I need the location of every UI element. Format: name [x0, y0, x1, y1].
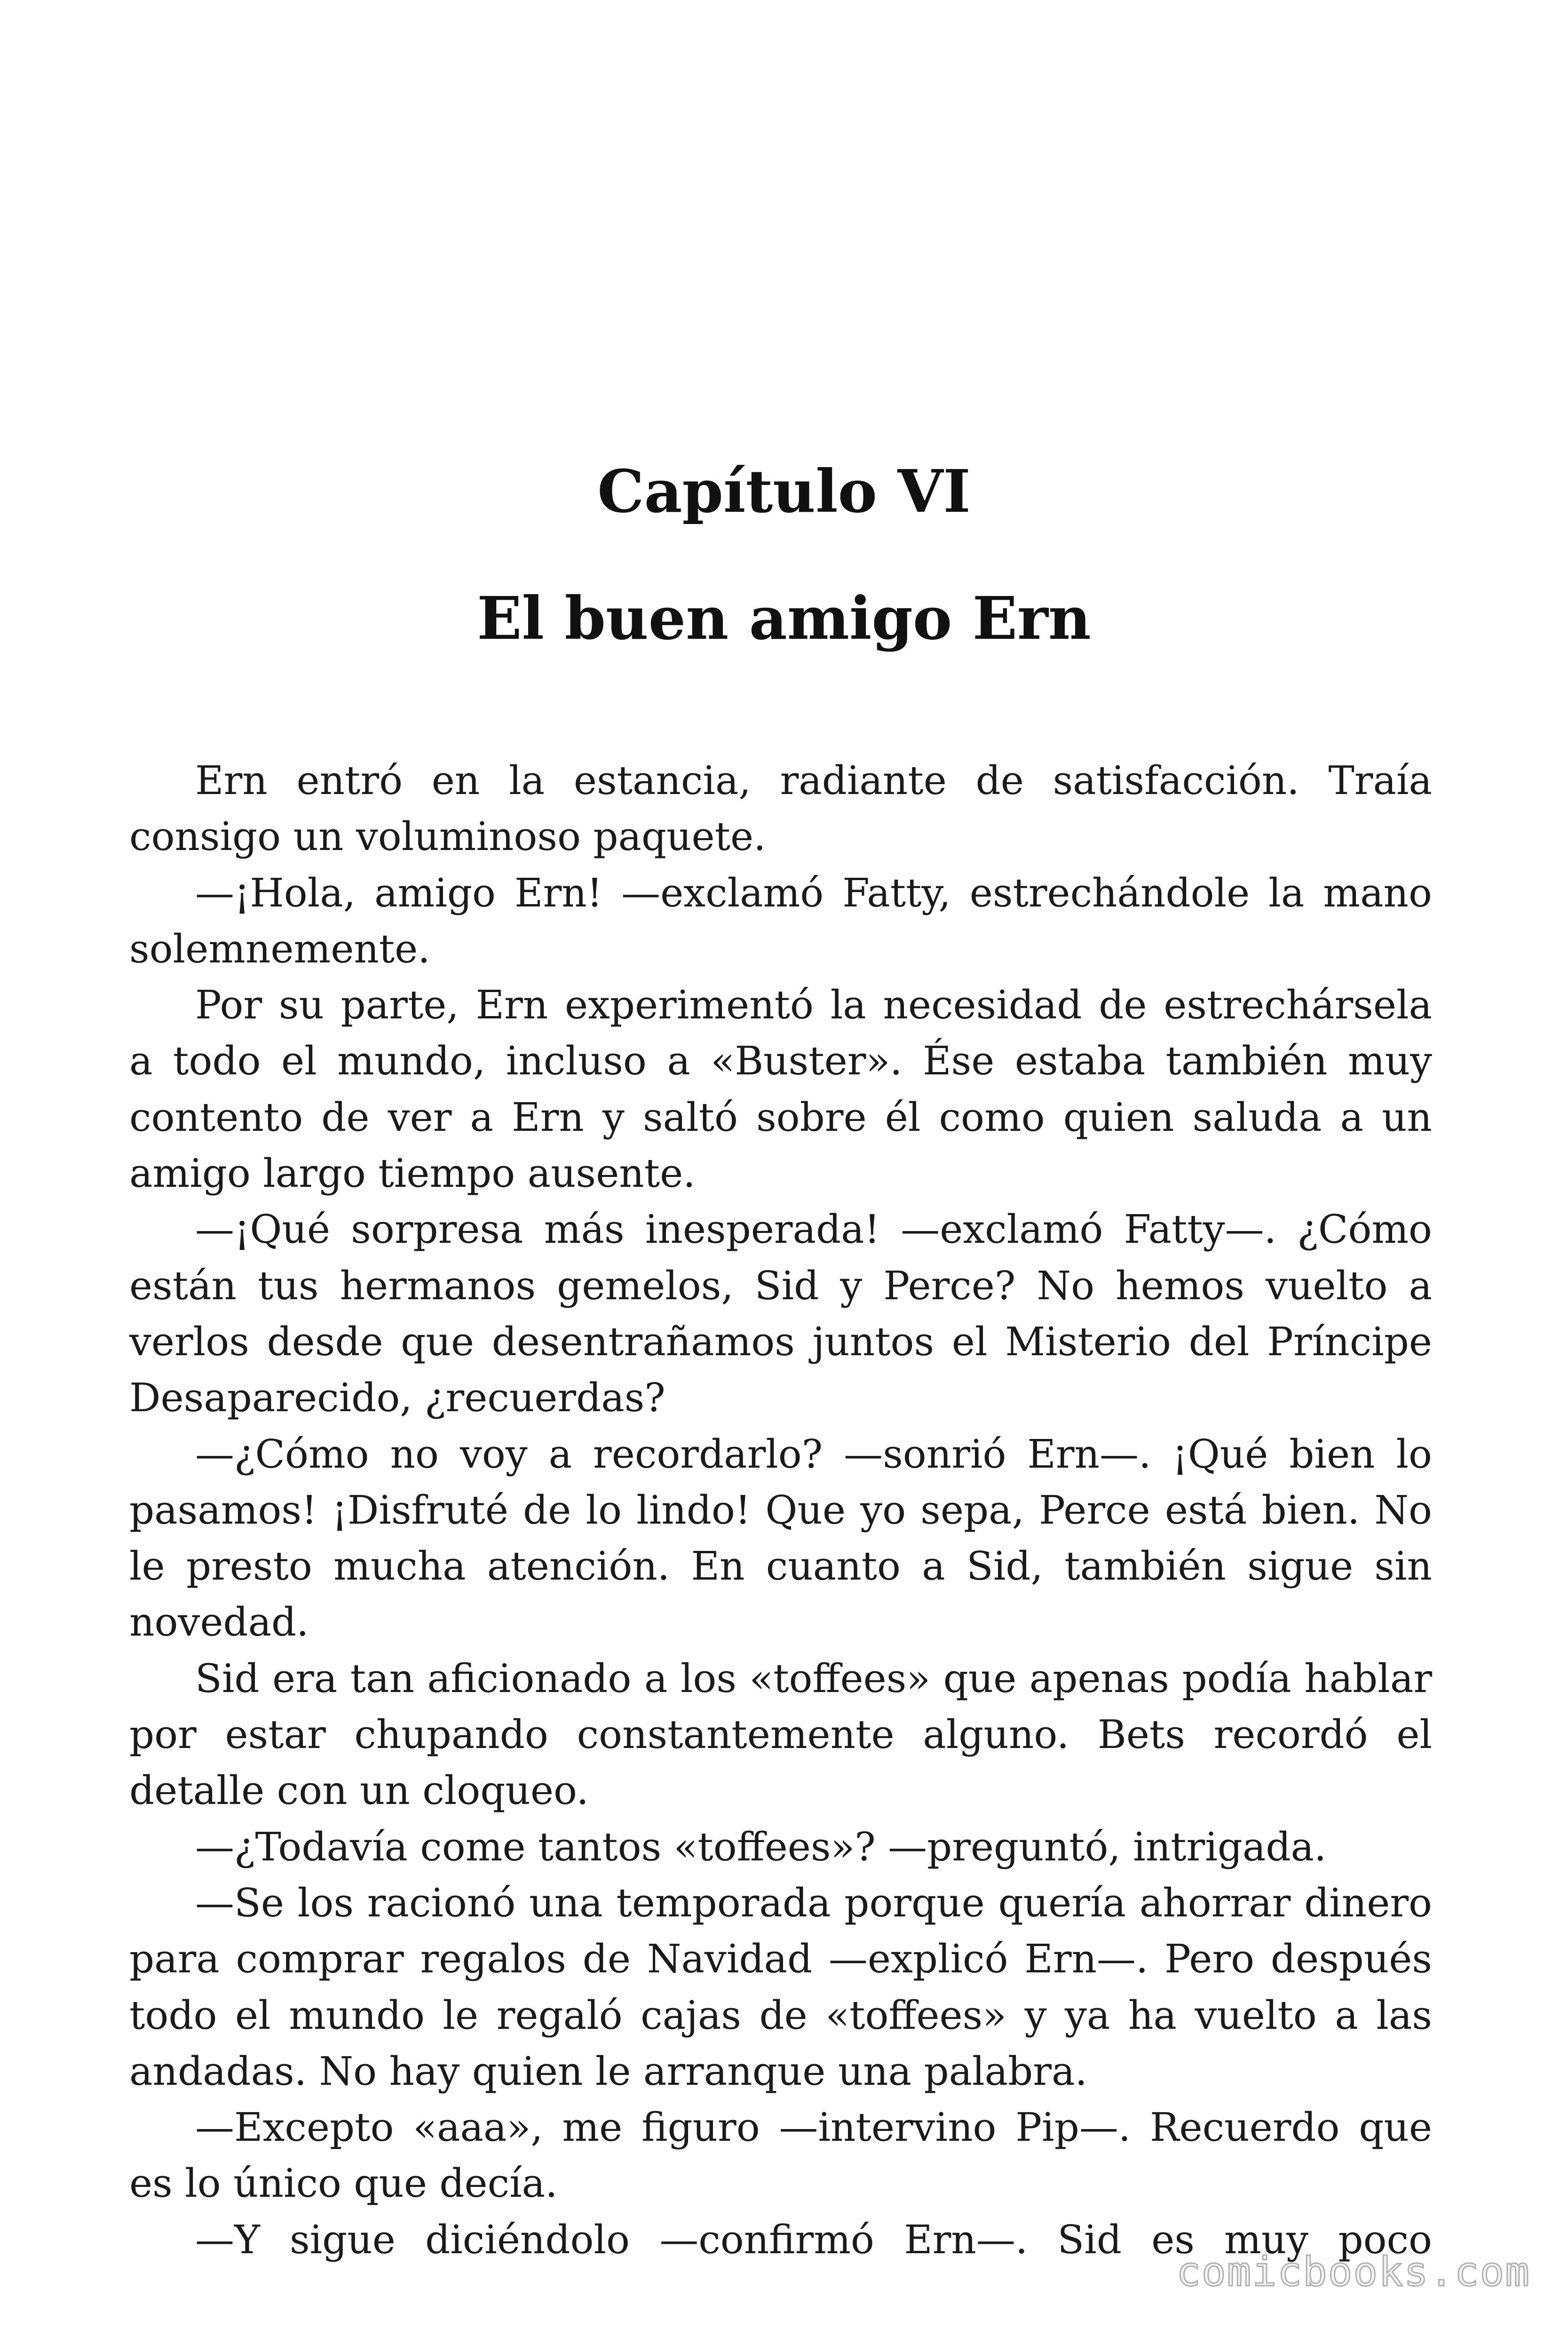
paragraph: —¿Cómo no voy a recordarlo? —sonrió Ern—. ¡Qué bien lo pasamos! ¡Disfruté de lo lindo! Que yo sepa, Perce está bien. No le presto mucha atención. En cuanto a Sid, también sigue sin novedad. [129, 1431, 1432, 1645]
paragraph: Por su parte, Ern experimentó la necesidad de estrechársela a todo el mundo, incluso a «Buster». Ése estaba también muy contento de ver a Ern y saltó sobre él como quien saluda a un amigo largo tiempo ausente. [129, 982, 1432, 1197]
paragraph: —Y sigue diciéndolo —confirmó Ern—. Sid es muy poco [195, 2217, 1432, 2263]
watermark: comicbooks.com [1176, 2249, 1530, 2296]
paragraph: Sid era tan aficionado a los «toffees» que apenas podía hablar por estar chupando constantemente alguno. Bets recordó el detalle con un cloqueo. [129, 1655, 1432, 1814]
paragraph: —Excepto «aaa», me figuro —intervino Pip—. Recuerdo que es lo único que decía. [129, 2105, 1432, 2207]
chapter-number: Capítulo VI [597, 457, 971, 526]
chapter-title: El buen amigo Ern [477, 584, 1091, 653]
paragraph: Ern entró en la estancia, radiante de satisfacción. Traía consigo un voluminoso paquete. [129, 758, 1432, 860]
paragraph: —¿Todavía come tantos «toffees»? —preguntó, intrigada. [195, 1824, 1327, 1870]
paragraph: —¡Hola, amigo Ern! —exclamó Fatty, estrechándole la mano solemnemente. [129, 870, 1432, 972]
chapter-body [129, 753, 1432, 2268]
paragraph: —¡Qué sorpresa más inesperada! —exclamó Fatty—. ¿Cómo están tus hermanos gemelos, Sid y Perce? No hemos vuelto a verlos desde que desentrañamos juntos el Misterio del Príncipe Desaparecido, ¿recuerdas? [129, 1207, 1432, 1421]
paragraph: —Se los racionó una temporada porque quería ahorrar dinero para comprar regalos de Navidad —explicó Ern—. Pero después todo el mundo le regaló cajas de «toffees» y ya ha vuelto a las andadas. No hay quien le arranque una palabra. [129, 1880, 1432, 2094]
